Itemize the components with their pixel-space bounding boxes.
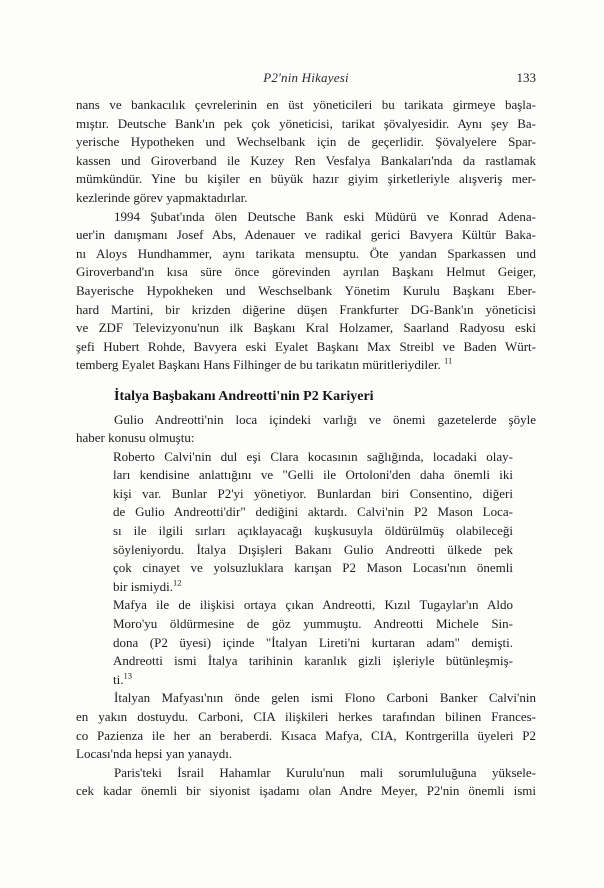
text-line: en yakın dostuydu. Carboni, CIA ilişkileri herkes tarafından bilinen Frances- [76,709,536,724]
text-line: cek kadar önemli bir siyonist işadamı olan Andre Meyer, P2'nin önemli ismi [76,783,536,799]
text-line-text: bir ismiydi. [113,578,173,594]
text-line: nı Aloys Hundhammer, aynı tarikata mensuptu. Öte yandan Sparkassen und [76,245,536,261]
running-title: P2'nin Hikayesi [263,70,349,85]
text-line: Locası'nda hepsi yan yanaydı. [76,746,233,762]
block-quote [113,448,513,597]
paragraph [76,411,536,448]
text-line: dona (P2 üyesi) içinde "İtalyan Lireti'ni kurtaran adam" demişti. [113,634,513,650]
text-line: Moro'yu öldürmesine de göz yummuştu. Andreotti Michele Sin- [113,616,513,632]
text-line [113,578,513,597]
text-line: ları kendisine anlattığını ve "Gelli ile Ortoloni'den daha önemli iki [113,467,513,483]
text-line: şefi Hubert Rohde, Bavyera eski Eyalet Başkanı Max Streibl ve Baden Würt- [76,338,536,354]
paragraph [76,689,536,763]
text-line: co Pazienza ile her an beraberdi. Kısaca Mafya, CIA, Kontrgerilla üyeleri P2 [76,727,536,743]
text-line: kezlerinde görev yapmaktadırlar. [76,189,248,205]
text-line: mıştır. Deutsche Bank'ın pek çok yöneticisi, tarikat şövalyesidir. Aynı şey Ba- [76,115,536,131]
text-line: ve ZDF Televizyonu'nun ilk Başkanı Kral Holzamer, Saarland Radyosu eski [76,320,536,336]
footnote-reference: 13 [123,670,132,681]
body-text [76,96,536,801]
text-line: İtalyan Mafyası'nın önde gelen ismi Flono Carboni Banker Calvi'nin [114,690,536,706]
text-line: uer'in danışmanı Josef Abs, Adenauer ve radikal gerici Bavyera Kültür Baka- [76,227,536,243]
page-number: 133 [516,70,536,85]
text-line: mümkündür. Yine bu kişiler en büyük hazır giyim şirketleriyle alışveriş mer- [76,171,536,187]
running-header [76,69,536,86]
text-line: nans ve bankacılık çevrelerinin en üst yöneticileri bu tarikata girmeye başla- [76,97,536,112]
paragraph [76,96,536,208]
text-line: Giroverband'ın kısa süre önce görevinden ayrılan Başkanı Helmut Geiger, [76,264,536,280]
block-quote [113,596,513,689]
text-line [76,356,536,375]
paragraph [76,764,536,801]
text-line: Roberto Calvi'nin dul eşi Clara kocasının sağlığında, locadaki olay- [113,448,513,464]
text-line-text: ti. [113,671,124,687]
text-line: hard Martini, bir krizden diğerine düşen Frankfurter DG-Bank'ın yöneticisi [76,301,536,317]
text-line: 1994 Şubat'ında ölen Deutsche Bank eski Müdürü ve Konrad Adena- [114,208,536,224]
text-line: haber konusu olmuştu: [76,430,195,446]
text-line [113,671,513,690]
text-line-text: temberg Eyalet Başkanı Hans Filhinger de bu tarikatın müritleriydiler. [76,357,445,373]
text-line: de Gulio Andreotti'dir" dediğini aktardı. Calvi'nin P2 Mason Loca- [113,504,513,520]
footnote-reference: 11 [444,355,453,366]
text-line: Andreotti ismi İtalya tarihinin karanlık gizli işleriyle bütünleşmiş- [113,653,513,669]
text-line: Mafya ile de ilişkisi ortaya çıkan Andreotti, Kızıl Tugaylar'ın Aldo [113,597,513,613]
section-heading: İtalya Başbakanı Andreotti'nin P2 Kariyeri [114,388,374,404]
text-line: kişi var. Bunlar P2'yi yönetiyor. Bunlardan biri Consentino, diğeri [113,485,513,501]
paragraph [76,208,536,375]
text-line: çok cinayet ve yolsuzluklara karışan P2 Mason Locası'nın önemli [113,560,513,576]
text-line: Bayerische Hypokheken und Weschselbank Yönetim Kurulu Başkanı Eber- [76,282,536,298]
text-line: kassen und Giroverband ile Kuzey Ren Vesfalya Bankaları'nda da rastlamak [76,152,536,168]
text-line: söyleniyordu. İtalya Dışişleri Bakanı Gulio Andreotti ülkede pek [113,541,513,557]
text-line: sı ile ilgili sırları açıklayacağı kuşkusuyla öldürülmüş olabileceği [113,523,513,539]
text-line: Gulio Andreotti'nin loca içindeki varlığı ve önemi gazetelerde şöyle [114,411,536,427]
text-line: yerische Hypotheken und Wechselbank için de geçerlidir. Şövalyelere Spar- [76,134,536,150]
text-line: Paris'teki İsrail Hahamlar Kurulu'nun mali sorumluluğuna yüksele- [114,764,536,780]
footnote-reference: 12 [172,577,182,588]
